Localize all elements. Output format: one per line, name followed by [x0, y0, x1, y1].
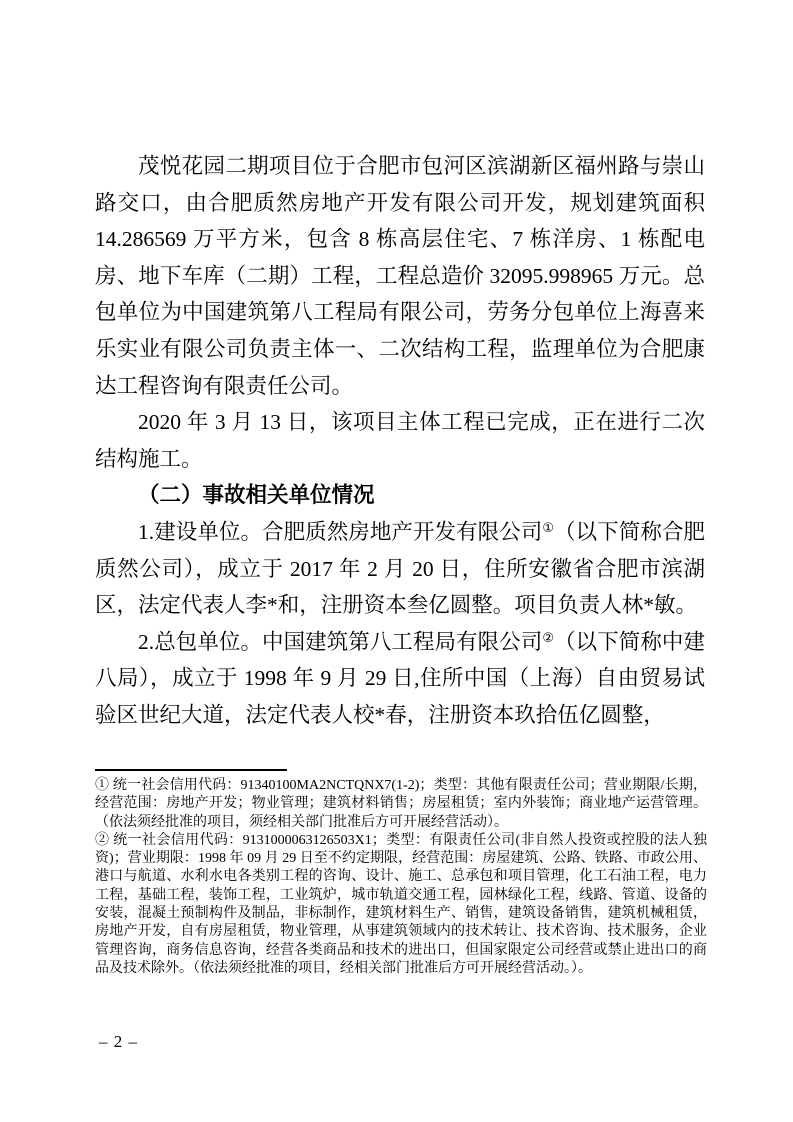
construction-unit-text-cont: （以下简称合肥质然公司），成立于 2017 年 2 月 20 日，住所安徽省合肥市滨湖区，法定代表人李*和，注册资本叁亿圆整。项目负责人林*敏。	[95, 519, 705, 618]
footnote-2	[95, 832, 707, 978]
paragraph-construction-unit	[95, 514, 705, 624]
footnotes-section	[95, 769, 707, 978]
footnote-2-text: 统一社会信用代码：9131000063126503X1；类型：有限责任公司(非自然人投资或控股的法人独资)；营业期限：1998 年 09 月 29 日至不约定期限，经营范围：房屋建筑、公路、铁路、市政公用、港口与航道、水利水电各类别工程的咨询、设计、施工、总承包和项目管理，化工石油工程，电力工程，基础工程，装饰工程，工业筑炉，城市轨道交通工程，园林绿化工程，线路、管道、设备的安装，混凝土预制构件及制品，非标制作，建筑材料生产、销售，建筑设备销售，建筑机械租赁，房地产开发，自有房屋租赁，物业管理，从事建筑领域内的技术转让、技术咨询、技术服务，企业管理咨询，商务信息咨询，经营各类商品和技术的进出口，但国家限定公司经营或禁止进出口的商品及技术除外。（依法须经批准的项目，经相关部门批准后方可开展经营活动。）。	[95, 832, 707, 976]
paragraph-general-contractor	[95, 624, 705, 734]
paragraph-project-overview: 茂悦花园二期项目位于合肥市包河区滨湖新区福州路与崇山路交口，由合肥质然房地产开发有限公司开发，规划建筑面积 14.286569 万平方米，包含 8 栋高层住宅、7 栋洋房、1 栋配电房、地下车库（二期）工程，工程总造价 32095.998965 万元。总包单位为中国建筑第八工程局有限公司，劳务分包单位上海喜来乐实业有限公司负责主体一、二次结构工程，监理单位为合肥康达工程咨询有限责任公司。	[95, 154, 705, 398]
document-body	[95, 148, 705, 734]
general-contractor-text: 2.总包单位。中国建筑第八工程局有限公司	[138, 629, 543, 654]
footnote-1-marker: ①	[95, 778, 110, 793]
footnote-ref-2: ②	[542, 629, 555, 645]
footnote-1-text: 统一社会信用代码：91340100MA2NCTQNX7(1-2)；类型：其他有限责任公司；营业期限/长期，经营范围：房地产开发；物业管理；建筑材料销售；房屋租赁；室内外装饰；商业地产运营管理。（依法须经批准的项目，须经相关部门批准后方可开展经营活动）。	[95, 778, 708, 830]
general-contractor-text-cont: （以下简称中建八局），成立于 1998 年 9 月 29 日,住所中国（上海）自由贸易试验区世纪大道，法定代表人校*春，注册资本玖拾伍亿圆整，	[95, 629, 705, 727]
footnote-ref-1: ①	[542, 519, 555, 535]
paragraph-project-status: 2020 年 3 月 13 日，该项目主体工程已完成，正在进行二次结构施工。	[95, 410, 705, 471]
footnote-1	[95, 777, 707, 832]
page-number: – 2 –	[99, 1032, 138, 1051]
footnote-separator-rule	[95, 769, 287, 771]
section-heading-related-units: （二）事故相关单位情况	[138, 483, 375, 508]
footnote-2-marker: ②	[95, 832, 110, 848]
construction-unit-text: 1.建设单位。合肥质然房地产开发有限公司	[138, 519, 543, 544]
